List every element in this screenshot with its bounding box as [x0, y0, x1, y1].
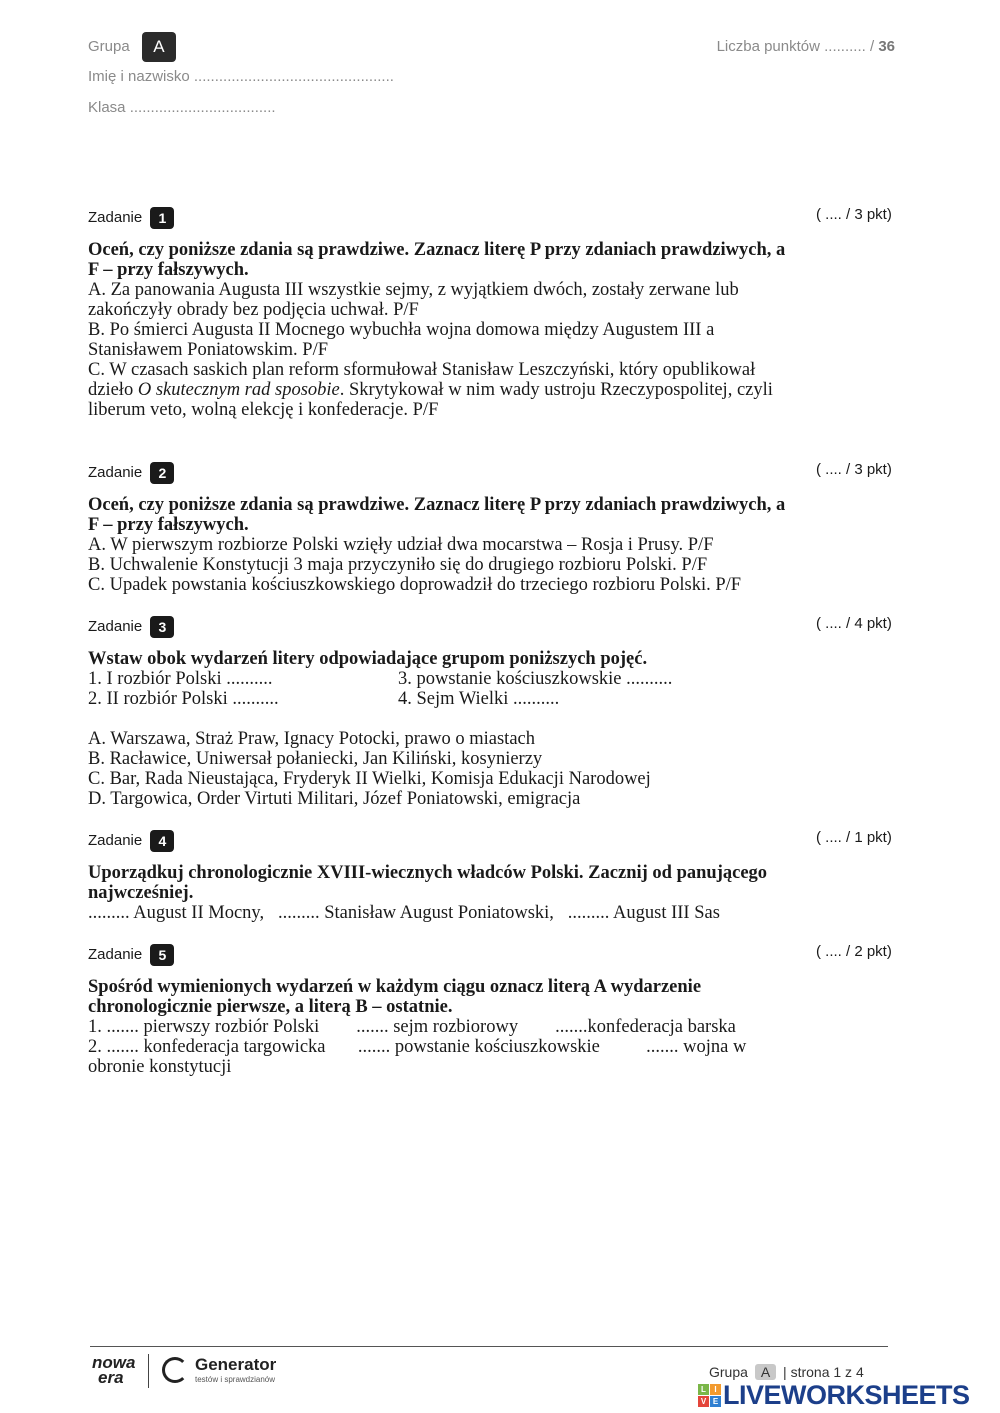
nowa-era-logo [92, 1355, 135, 1385]
footer-group-badge: A [755, 1364, 776, 1380]
group-badge: A [142, 32, 176, 62]
task-5-header [88, 944, 174, 966]
liveworksheets-watermark [698, 1380, 970, 1411]
task-2-statement-b: B. Uchwalenie Konstytucji 3 maja przyczyniło się do drugiego rozbioru Polski. P/F [88, 555, 708, 575]
footer-divider [90, 1346, 888, 1347]
task-4-question: Uporządkuj chronologicznie XVIII-wiecznych władców Polski. Zacznij od panującego najwcześniej. [88, 863, 768, 903]
task-3-items-row-2 [88, 689, 798, 709]
task-number-badge: 2 [150, 462, 174, 484]
score-label: Liczba punktów .......... / [716, 38, 875, 55]
task-2-question: Oceń, czy poniższe zdania są prawdziwe. Zaznacz literę P przy zdaniach prawdziwych, a F – przy fałszywych. [88, 495, 786, 535]
task-2-body [88, 495, 798, 595]
task-1-statement-c [88, 360, 798, 420]
task-5-line-1: 1. ....... pierwszy rozbiór Polski ....... sejm rozbiorowy .......konfederacja barska [88, 1017, 736, 1037]
task-1-question: Oceń, czy poniższe zdania są prawdziwe. Zaznacz literę P przy zdaniach prawdziwych, a F – przy fałszywych. [88, 240, 786, 280]
name-field: Imię i nazwisko ................................................ [88, 68, 394, 85]
footer-group-label: Grupa [709, 1364, 748, 1380]
generator-logo-icon [162, 1357, 188, 1383]
task-4-header [88, 830, 174, 852]
task-1-body [88, 240, 798, 420]
task-3-body [88, 649, 798, 809]
task-4-points: ( .... / 1 pkt) [816, 829, 892, 846]
task-3-option-c: C. Bar, Rada Nieustająca, Fryderyk II Wielki, Komisja Edukacji Narodowej [88, 769, 651, 789]
logo-line-2: era [98, 1368, 124, 1387]
task-1-statement-a: A. Za panowania Augusta III wszystkie sejmy, z wyjątkiem dwóch, zostały zerwane lub zakończyły obrady bez podjęcia uchwał. P/F [88, 280, 739, 320]
footer-page-number: | strona 1 z 4 [783, 1364, 864, 1380]
logo-separator [148, 1354, 149, 1388]
task-number-badge: 1 [150, 207, 174, 229]
task-3-points: ( .... / 4 pkt) [816, 615, 892, 632]
task-1-statement-c-pre: C. W czasach saskich plan reform sformułował Stanisław Leszczyński, który opublikował dzieło [88, 360, 756, 400]
generator-title: Generator [195, 1355, 277, 1374]
live-block-l: L [698, 1384, 709, 1395]
task-3-header [88, 616, 174, 638]
task-number-badge: 5 [150, 944, 174, 966]
task-1-statement-c-post: . Skrytykował w nim wady ustroju Rzeczypospolitej, czyli liberum veto, wolną elekcję i konfederacje. P/F [88, 380, 773, 420]
task-3-item-3: 3. powstanie kościuszkowskie .......... [398, 669, 673, 689]
score-max: 36 [878, 38, 895, 55]
task-4-answer-line: ......... August II Mocny, ......... Stanisław August Poniatowski, ......... August III Sas [88, 903, 720, 923]
generator-logo [195, 1355, 276, 1384]
live-block-v: V [698, 1396, 709, 1407]
task-3-item-2: 2. II rozbiór Polski .......... [88, 689, 279, 709]
task-label: Zadanie [88, 208, 143, 226]
task-2-statement-c: C. Upadek powstania kościuszkowskiego doprowadził do trzeciego rozbioru Polski. P/F [88, 575, 742, 595]
task-3-items-row-1 [88, 669, 798, 689]
generator-subtitle: testów i sprawdzianów [195, 1375, 276, 1384]
task-number-badge: 3 [150, 616, 174, 638]
task-label: Zadanie [88, 617, 143, 635]
task-2-header [88, 462, 174, 484]
task-3-question: Wstaw obok wydarzeń litery odpowiadające grupom poniższych pojęć. [88, 649, 648, 669]
task-1-header [88, 207, 174, 229]
group-label: Grupa [88, 37, 130, 55]
task-label: Zadanie [88, 945, 143, 963]
task-1-book-title: O skutecznym rad sposobie [137, 380, 340, 400]
task-label: Zadanie [88, 831, 143, 849]
live-block-i: I [710, 1384, 721, 1395]
task-3-option-b: B. Racławice, Uniwersał połaniecki, Jan Kiliński, kosynierzy [88, 749, 543, 769]
liveworksheets-text: LIVEWORKSHEETS [723, 1380, 970, 1410]
task-2-points: ( .... / 3 pkt) [816, 461, 892, 478]
task-3-option-d: D. Targowica, Order Virtuti Militari, Józef Poniatowski, emigracja [88, 789, 581, 809]
task-number-badge: 4 [150, 830, 174, 852]
task-1-statement-b: B. Po śmierci Augusta II Mocnego wybuchła wojna domowa między Augustem III a Stanisławem Poniatowskim. P/F [88, 320, 715, 360]
task-3-item-1: 1. I rozbiór Polski .......... [88, 669, 273, 689]
group-field [88, 32, 176, 62]
footer-page-info [709, 1364, 864, 1380]
live-block-e: E [710, 1396, 721, 1407]
task-3-item-4: 4. Sejm Wielki .......... [398, 689, 560, 709]
liveworksheets-logo-icon [698, 1384, 721, 1407]
score-field [717, 38, 895, 55]
class-field: Klasa ................................... [88, 99, 276, 116]
task-5-body [88, 977, 798, 1077]
task-3-option-a: A. Warszawa, Straż Praw, Ignacy Potocki, prawo o miastach [88, 729, 535, 749]
task-5-question: Spośród wymienionych wydarzeń w każdym ciągu oznacz literą A wydarzenie chronologicznie pierwsze, a literą B – ostatnie. [88, 977, 702, 1017]
task-2-statement-a: A. W pierwszym rozbiorze Polski wzięły udział dwa mocarstwa – Rosja i Prusy. P/F [88, 535, 714, 555]
task-label: Zadanie [88, 463, 143, 481]
task-5-line-2: 2. ....... konfederacja targowicka ....... powstanie kościuszkowskie ....... wojna w obronie konstytucji [88, 1037, 751, 1077]
task-1-points: ( .... / 3 pkt) [816, 206, 892, 223]
task-4-body [88, 863, 798, 923]
logo-line-1: nowa [92, 1353, 136, 1372]
task-5-points: ( .... / 2 pkt) [816, 943, 892, 960]
